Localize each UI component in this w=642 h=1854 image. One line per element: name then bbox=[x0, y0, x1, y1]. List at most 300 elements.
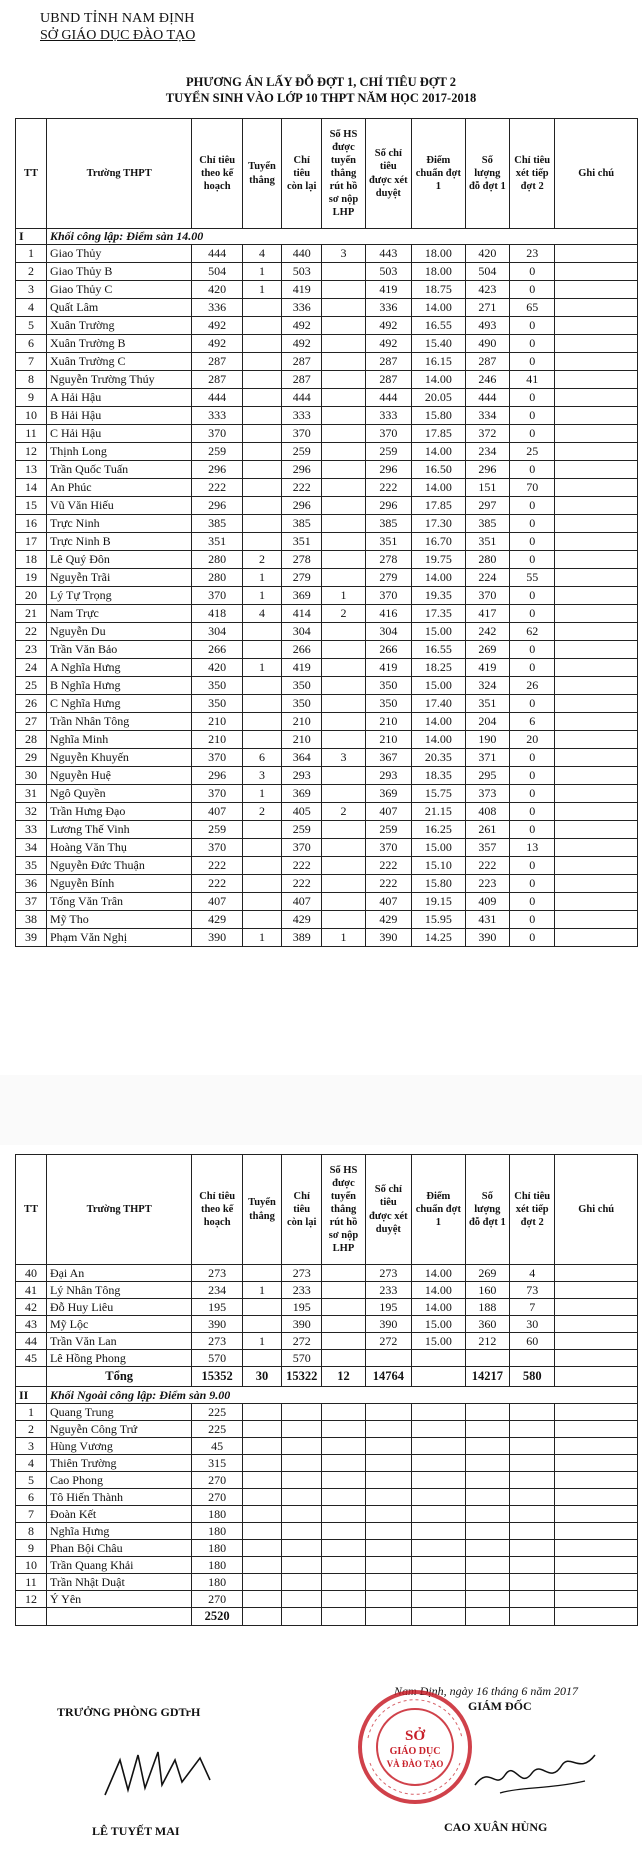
cell-admitted: 351 bbox=[465, 533, 509, 551]
cell-tt: 11 bbox=[16, 1574, 47, 1591]
cell-empty bbox=[412, 1421, 466, 1438]
cell-cutoff: 15.00 bbox=[412, 1333, 466, 1350]
cell-withdrawn bbox=[322, 263, 365, 281]
cell-remaining: 259 bbox=[282, 821, 322, 839]
table-row bbox=[16, 875, 638, 893]
cell-approved: 333 bbox=[365, 407, 411, 425]
cell-direct: 4 bbox=[242, 605, 281, 623]
table-row bbox=[16, 857, 638, 875]
cell-empty bbox=[510, 1574, 555, 1591]
cell-remaining: 492 bbox=[282, 335, 322, 353]
cell-empty bbox=[412, 1438, 466, 1455]
cell-cutoff: 15.75 bbox=[412, 785, 466, 803]
cell-tt bbox=[16, 1367, 47, 1387]
cell-admitted: 242 bbox=[465, 623, 509, 641]
table-row bbox=[16, 1506, 638, 1523]
cell-direct: 1 bbox=[242, 587, 281, 605]
cell-empty bbox=[242, 1523, 281, 1540]
cell-plan: 273 bbox=[192, 1265, 243, 1282]
cell-withdrawn bbox=[322, 821, 365, 839]
table-row bbox=[16, 1591, 638, 1608]
cell-empty bbox=[510, 1608, 555, 1626]
cell-school: Nguyễn Huệ bbox=[46, 767, 191, 785]
cell-round2: 6 bbox=[510, 713, 555, 731]
cell-direct bbox=[242, 425, 281, 443]
cell-empty bbox=[465, 1506, 509, 1523]
cell-admitted: 351 bbox=[465, 695, 509, 713]
cell-direct bbox=[242, 821, 281, 839]
cell-empty bbox=[322, 1455, 365, 1472]
cell-withdrawn bbox=[322, 515, 365, 533]
cell-note bbox=[555, 749, 638, 767]
cell-tt: 42 bbox=[16, 1299, 47, 1316]
cell-admitted: 444 bbox=[465, 389, 509, 407]
cell-admitted: 297 bbox=[465, 497, 509, 515]
cell-round2: 70 bbox=[510, 479, 555, 497]
cell-note bbox=[555, 317, 638, 335]
cell-withdrawn bbox=[322, 407, 365, 425]
cell-withdrawn bbox=[322, 1265, 365, 1282]
cell-empty bbox=[510, 1404, 555, 1421]
cell-approved: 336 bbox=[365, 299, 411, 317]
cell-empty bbox=[242, 1421, 281, 1438]
cell-admitted: 372 bbox=[465, 425, 509, 443]
table-row bbox=[16, 551, 638, 569]
cell-tt: 11 bbox=[16, 425, 47, 443]
cell-withdrawn: 3 bbox=[322, 749, 365, 767]
cell-empty bbox=[282, 1523, 322, 1540]
table-row bbox=[16, 1299, 638, 1316]
cell-empty bbox=[322, 1404, 365, 1421]
cell-school: C Nghĩa Hưng bbox=[46, 695, 191, 713]
cell-school: Trực Ninh B bbox=[46, 533, 191, 551]
cell-plan: 407 bbox=[192, 893, 243, 911]
cell-note bbox=[555, 353, 638, 371]
cell-empty bbox=[465, 1608, 509, 1626]
cell-approved: 367 bbox=[365, 749, 411, 767]
cell-note bbox=[555, 587, 638, 605]
cell-tt: 38 bbox=[16, 911, 47, 929]
cell-direct: 1 bbox=[242, 659, 281, 677]
col-withdrawn: Số HS được tuyển thẳng rút hồ sơ nộp LHP bbox=[322, 119, 365, 229]
cell-withdrawn: 2 bbox=[322, 605, 365, 623]
cell-round2: 0 bbox=[510, 695, 555, 713]
cell-direct bbox=[242, 407, 281, 425]
cell-round2: 0 bbox=[510, 497, 555, 515]
cell-note bbox=[555, 1265, 638, 1282]
cell-note bbox=[555, 839, 638, 857]
cell-empty bbox=[322, 1540, 365, 1557]
cell-cutoff: 15.95 bbox=[412, 911, 466, 929]
cell-cutoff: 14.00 bbox=[412, 479, 466, 497]
cell-admitted: 160 bbox=[465, 1282, 509, 1299]
cell-plan: 210 bbox=[192, 731, 243, 749]
cell-approved: 492 bbox=[365, 335, 411, 353]
cell-note bbox=[555, 713, 638, 731]
cell-withdrawn bbox=[322, 641, 365, 659]
signature-right bbox=[470, 1735, 600, 1805]
cell-plan: 180 bbox=[192, 1506, 243, 1523]
cell-empty bbox=[282, 1404, 322, 1421]
signature-left bbox=[100, 1740, 220, 1810]
cell-tt: 5 bbox=[16, 317, 47, 335]
col-school-2: Trường THPT bbox=[46, 1155, 191, 1265]
cell-tt: 14 bbox=[16, 479, 47, 497]
cell-remaining: 570 bbox=[282, 1350, 322, 1367]
cell-plan: 407 bbox=[192, 803, 243, 821]
cell-plan: 370 bbox=[192, 785, 243, 803]
cell-round2: 0 bbox=[510, 659, 555, 677]
cell-withdrawn: 1 bbox=[322, 587, 365, 605]
table-row bbox=[16, 1557, 638, 1574]
cell-empty bbox=[322, 1591, 365, 1608]
cell-withdrawn bbox=[322, 785, 365, 803]
cell-school: Phạm Văn Nghị bbox=[46, 929, 191, 947]
cell-school: Trần Hưng Đạo bbox=[46, 803, 191, 821]
cell-admitted: 190 bbox=[465, 731, 509, 749]
cell-empty bbox=[242, 1455, 281, 1472]
cell-empty bbox=[282, 1489, 322, 1506]
cell-withdrawn bbox=[322, 1299, 365, 1316]
cell-cutoff: 16.55 bbox=[412, 317, 466, 335]
cell-approved: 210 bbox=[365, 713, 411, 731]
cell-remaining: 233 bbox=[282, 1282, 322, 1299]
cell-plan: 270 bbox=[192, 1489, 243, 1506]
cell-empty bbox=[555, 1574, 638, 1591]
cell-plan: 280 bbox=[192, 569, 243, 587]
cell-tt: 16 bbox=[16, 515, 47, 533]
cell-plan: 370 bbox=[192, 749, 243, 767]
cell-tt: 34 bbox=[16, 839, 47, 857]
cell-note bbox=[555, 641, 638, 659]
cell-plan: 296 bbox=[192, 461, 243, 479]
cell-cutoff: 15.80 bbox=[412, 875, 466, 893]
cell-empty bbox=[465, 1523, 509, 1540]
cell-withdrawn bbox=[322, 713, 365, 731]
cell-empty bbox=[510, 1489, 555, 1506]
cell-tt: 30 bbox=[16, 767, 47, 785]
cell-empty bbox=[412, 1472, 466, 1489]
cell-note bbox=[555, 821, 638, 839]
cell-note bbox=[555, 479, 638, 497]
cell-plan: 385 bbox=[192, 515, 243, 533]
cell-school: Quất Lâm bbox=[46, 299, 191, 317]
dept-head-name: LÊ TUYẾT MAI bbox=[92, 1824, 180, 1838]
cell-round2: 0 bbox=[510, 407, 555, 425]
cell-withdrawn bbox=[322, 1333, 365, 1350]
cell-empty bbox=[282, 1574, 322, 1591]
cell-school: Nghĩa Minh bbox=[46, 731, 191, 749]
cell-tt: 12 bbox=[16, 1591, 47, 1608]
cell-remaining: 222 bbox=[282, 875, 322, 893]
cell-plan: 45 bbox=[192, 1438, 243, 1455]
cell-approved: 304 bbox=[365, 623, 411, 641]
cell-approved: 429 bbox=[365, 911, 411, 929]
cell-cutoff: 21.15 bbox=[412, 803, 466, 821]
cell-plan: 444 bbox=[192, 245, 243, 263]
cell-note bbox=[555, 731, 638, 749]
cell-school: Ý Yên bbox=[46, 1591, 191, 1608]
cell-school: Lý Tự Trọng bbox=[46, 587, 191, 605]
cell-admitted: 295 bbox=[465, 767, 509, 785]
cell-empty bbox=[322, 1506, 365, 1523]
cell-tt: 35 bbox=[16, 857, 47, 875]
cell-note bbox=[555, 371, 638, 389]
cell-note bbox=[555, 623, 638, 641]
cell-tt: 39 bbox=[16, 929, 47, 947]
cell-cutoff: 20.05 bbox=[412, 389, 466, 407]
cell-school: A Hải Hậu bbox=[46, 389, 191, 407]
cell-note bbox=[555, 1299, 638, 1316]
cell-tt: 6 bbox=[16, 335, 47, 353]
cell-note bbox=[555, 767, 638, 785]
cell-tt: 2 bbox=[16, 263, 47, 281]
cell-tt: 23 bbox=[16, 641, 47, 659]
table-row bbox=[16, 767, 638, 785]
cell-tt: 25 bbox=[16, 677, 47, 695]
col-round2-2: Chỉ tiêu xét tiếp đợt 2 bbox=[510, 1155, 555, 1265]
cell-approved: 390 bbox=[365, 1316, 411, 1333]
cell-tt: 6 bbox=[16, 1489, 47, 1506]
cell-cutoff: 15.00 bbox=[412, 1316, 466, 1333]
total-admitted: 14217 bbox=[465, 1367, 509, 1387]
cell-plan: 180 bbox=[192, 1523, 243, 1540]
table-header-row-2 bbox=[16, 1155, 638, 1265]
cell-direct bbox=[242, 389, 281, 407]
cell-empty bbox=[465, 1557, 509, 1574]
table-row bbox=[16, 1455, 638, 1472]
cell-approved: 350 bbox=[365, 677, 411, 695]
cell-withdrawn bbox=[322, 533, 365, 551]
cell-plan: 420 bbox=[192, 281, 243, 299]
cell-note bbox=[555, 929, 638, 947]
cell-plan: 222 bbox=[192, 857, 243, 875]
cell-empty bbox=[555, 1455, 638, 1472]
svg-text:GIÁO DỤC: GIÁO DỤC bbox=[389, 1746, 441, 1757]
cell-round2: 55 bbox=[510, 569, 555, 587]
cell-admitted: 370 bbox=[465, 587, 509, 605]
cell-direct bbox=[242, 1265, 281, 1282]
cell-empty bbox=[412, 1489, 466, 1506]
cell-plan: 304 bbox=[192, 623, 243, 641]
cell-direct bbox=[242, 479, 281, 497]
cell-round2: 65 bbox=[510, 299, 555, 317]
cell-round2: 25 bbox=[510, 443, 555, 461]
table-row bbox=[16, 893, 638, 911]
cell-remaining: 304 bbox=[282, 623, 322, 641]
cell-cutoff: 18.35 bbox=[412, 767, 466, 785]
cell-cutoff: 16.15 bbox=[412, 353, 466, 371]
cell-tt: 10 bbox=[16, 407, 47, 425]
cell-round2: 0 bbox=[510, 821, 555, 839]
cell-round2: 0 bbox=[510, 425, 555, 443]
table-row bbox=[16, 1472, 638, 1489]
cell-remaining: 350 bbox=[282, 677, 322, 695]
cell-round2: 0 bbox=[510, 641, 555, 659]
cell-round2: 0 bbox=[510, 335, 555, 353]
cell-admitted: 271 bbox=[465, 299, 509, 317]
cell-admitted: 188 bbox=[465, 1299, 509, 1316]
cell-cutoff: 15.00 bbox=[412, 839, 466, 857]
cell-cutoff: 19.75 bbox=[412, 551, 466, 569]
table-row bbox=[16, 407, 638, 425]
cell-plan: 444 bbox=[192, 389, 243, 407]
total-remaining: 15322 bbox=[282, 1367, 322, 1387]
cell-school: Thiên Trường bbox=[46, 1455, 191, 1472]
cell-empty bbox=[282, 1608, 322, 1626]
dept-head-title: TRƯỞNG PHÒNG GDTrH bbox=[57, 1705, 201, 1719]
cell-note bbox=[555, 785, 638, 803]
cell-direct bbox=[242, 497, 281, 515]
cell-empty bbox=[365, 1455, 411, 1472]
cell-round2: 0 bbox=[510, 767, 555, 785]
cell-admitted: 261 bbox=[465, 821, 509, 839]
section1-row bbox=[16, 229, 638, 245]
cell-cutoff: 15.80 bbox=[412, 407, 466, 425]
cell-withdrawn bbox=[322, 1316, 365, 1333]
cell-remaining: 350 bbox=[282, 695, 322, 713]
cell-cutoff: 17.85 bbox=[412, 425, 466, 443]
page-gap bbox=[0, 1075, 642, 1145]
cell-remaining: 351 bbox=[282, 533, 322, 551]
cell-empty bbox=[322, 1489, 365, 1506]
cell-direct: 3 bbox=[242, 767, 281, 785]
cell-approved: 385 bbox=[365, 515, 411, 533]
cell-direct bbox=[242, 731, 281, 749]
table-row bbox=[16, 1421, 638, 1438]
cell-tt: 13 bbox=[16, 461, 47, 479]
cell-withdrawn bbox=[322, 317, 365, 335]
table-row bbox=[16, 533, 638, 551]
cell-direct: 4 bbox=[242, 245, 281, 263]
cell-tt: 8 bbox=[16, 371, 47, 389]
total-row bbox=[16, 1367, 638, 1387]
cell-plan: 225 bbox=[192, 1404, 243, 1421]
cell-empty bbox=[510, 1438, 555, 1455]
cell-admitted: 409 bbox=[465, 893, 509, 911]
cell-school: Đoàn Kết bbox=[46, 1506, 191, 1523]
total-label: Tổng bbox=[46, 1367, 191, 1387]
cell-school: Xuân Trường C bbox=[46, 353, 191, 371]
table-row bbox=[16, 281, 638, 299]
cell-school: Nam Trực bbox=[46, 605, 191, 623]
table-row bbox=[16, 479, 638, 497]
cell-remaining: 266 bbox=[282, 641, 322, 659]
cell-admitted: 224 bbox=[465, 569, 509, 587]
cell-cutoff: 14.00 bbox=[412, 443, 466, 461]
cell-withdrawn bbox=[322, 497, 365, 515]
table-row bbox=[16, 335, 638, 353]
cell-plan: 222 bbox=[192, 875, 243, 893]
dept-name: SỞ GIÁO DỤC ĐÀO TẠO bbox=[40, 28, 196, 43]
cell-plan: 370 bbox=[192, 839, 243, 857]
cell-cutoff: 17.85 bbox=[412, 497, 466, 515]
cell-admitted: 234 bbox=[465, 443, 509, 461]
cell-round2: 0 bbox=[510, 605, 555, 623]
admission-table-part2 bbox=[15, 1154, 638, 1626]
cell-empty bbox=[510, 1472, 555, 1489]
cell-approved: 407 bbox=[365, 893, 411, 911]
cell-note bbox=[555, 569, 638, 587]
cell-admitted: 493 bbox=[465, 317, 509, 335]
table-row bbox=[16, 605, 638, 623]
cell-plan: 296 bbox=[192, 497, 243, 515]
cell-school: Nguyễn Bính bbox=[46, 875, 191, 893]
org-name: UBND TỈNH NAM ĐỊNH bbox=[40, 11, 195, 26]
cell-remaining: 419 bbox=[282, 659, 322, 677]
cell-remaining: 440 bbox=[282, 245, 322, 263]
cell-note bbox=[555, 1316, 638, 1333]
cell-direct: 1 bbox=[242, 263, 281, 281]
cell-tt: 31 bbox=[16, 785, 47, 803]
cell-plan: 370 bbox=[192, 425, 243, 443]
cell-empty bbox=[365, 1404, 411, 1421]
cell-school: B Hải Hậu bbox=[46, 407, 191, 425]
cell-plan: 333 bbox=[192, 407, 243, 425]
cell-cutoff: 19.15 bbox=[412, 893, 466, 911]
cell-admitted: 504 bbox=[465, 263, 509, 281]
cell-admitted: 269 bbox=[465, 1265, 509, 1282]
section2-row bbox=[16, 1387, 638, 1404]
table-row bbox=[16, 731, 638, 749]
col-cutoff: Điểm chuẩn đợt 1 bbox=[412, 119, 466, 229]
cell-plan: 315 bbox=[192, 1455, 243, 1472]
table-row bbox=[16, 713, 638, 731]
cell-round2: 0 bbox=[510, 389, 555, 407]
cell-remaining: 414 bbox=[282, 605, 322, 623]
total-approved: 14764 bbox=[365, 1367, 411, 1387]
cell-empty bbox=[510, 1421, 555, 1438]
cell-note bbox=[555, 281, 638, 299]
table-row bbox=[16, 371, 638, 389]
cell-direct: 6 bbox=[242, 749, 281, 767]
cell-empty bbox=[322, 1523, 365, 1540]
cell-note bbox=[555, 497, 638, 515]
cell-plan: 180 bbox=[192, 1574, 243, 1591]
cell-empty bbox=[365, 1591, 411, 1608]
cell-note bbox=[555, 335, 638, 353]
cell-direct bbox=[242, 623, 281, 641]
cell-school: Hùng Vương bbox=[46, 1438, 191, 1455]
cell-approved: 272 bbox=[365, 1333, 411, 1350]
cell-school: Đỗ Huy Liêu bbox=[46, 1299, 191, 1316]
cell-direct bbox=[242, 857, 281, 875]
cell-admitted: 269 bbox=[465, 641, 509, 659]
table-row bbox=[16, 1489, 638, 1506]
cell-remaining: 364 bbox=[282, 749, 322, 767]
cell-approved: 419 bbox=[365, 281, 411, 299]
table-row bbox=[16, 515, 638, 533]
cell-tt: 1 bbox=[16, 1404, 47, 1421]
cell-admitted: 324 bbox=[465, 677, 509, 695]
cell-tt: 10 bbox=[16, 1557, 47, 1574]
cell-direct: 2 bbox=[242, 551, 281, 569]
table-row bbox=[16, 263, 638, 281]
cell-cutoff: 18.00 bbox=[412, 245, 466, 263]
table-row bbox=[16, 425, 638, 443]
section2-num: II bbox=[16, 1387, 47, 1404]
cell-school: Ngô Quyền bbox=[46, 785, 191, 803]
cell-empty bbox=[282, 1506, 322, 1523]
cell-note bbox=[555, 875, 638, 893]
cell-plan: 210 bbox=[192, 713, 243, 731]
cell-approved: 259 bbox=[365, 821, 411, 839]
cell-empty bbox=[282, 1438, 322, 1455]
cell-direct bbox=[242, 299, 281, 317]
cell-withdrawn bbox=[322, 731, 365, 749]
cell-tt: 1 bbox=[16, 245, 47, 263]
cell-round2: 4 bbox=[510, 1265, 555, 1282]
